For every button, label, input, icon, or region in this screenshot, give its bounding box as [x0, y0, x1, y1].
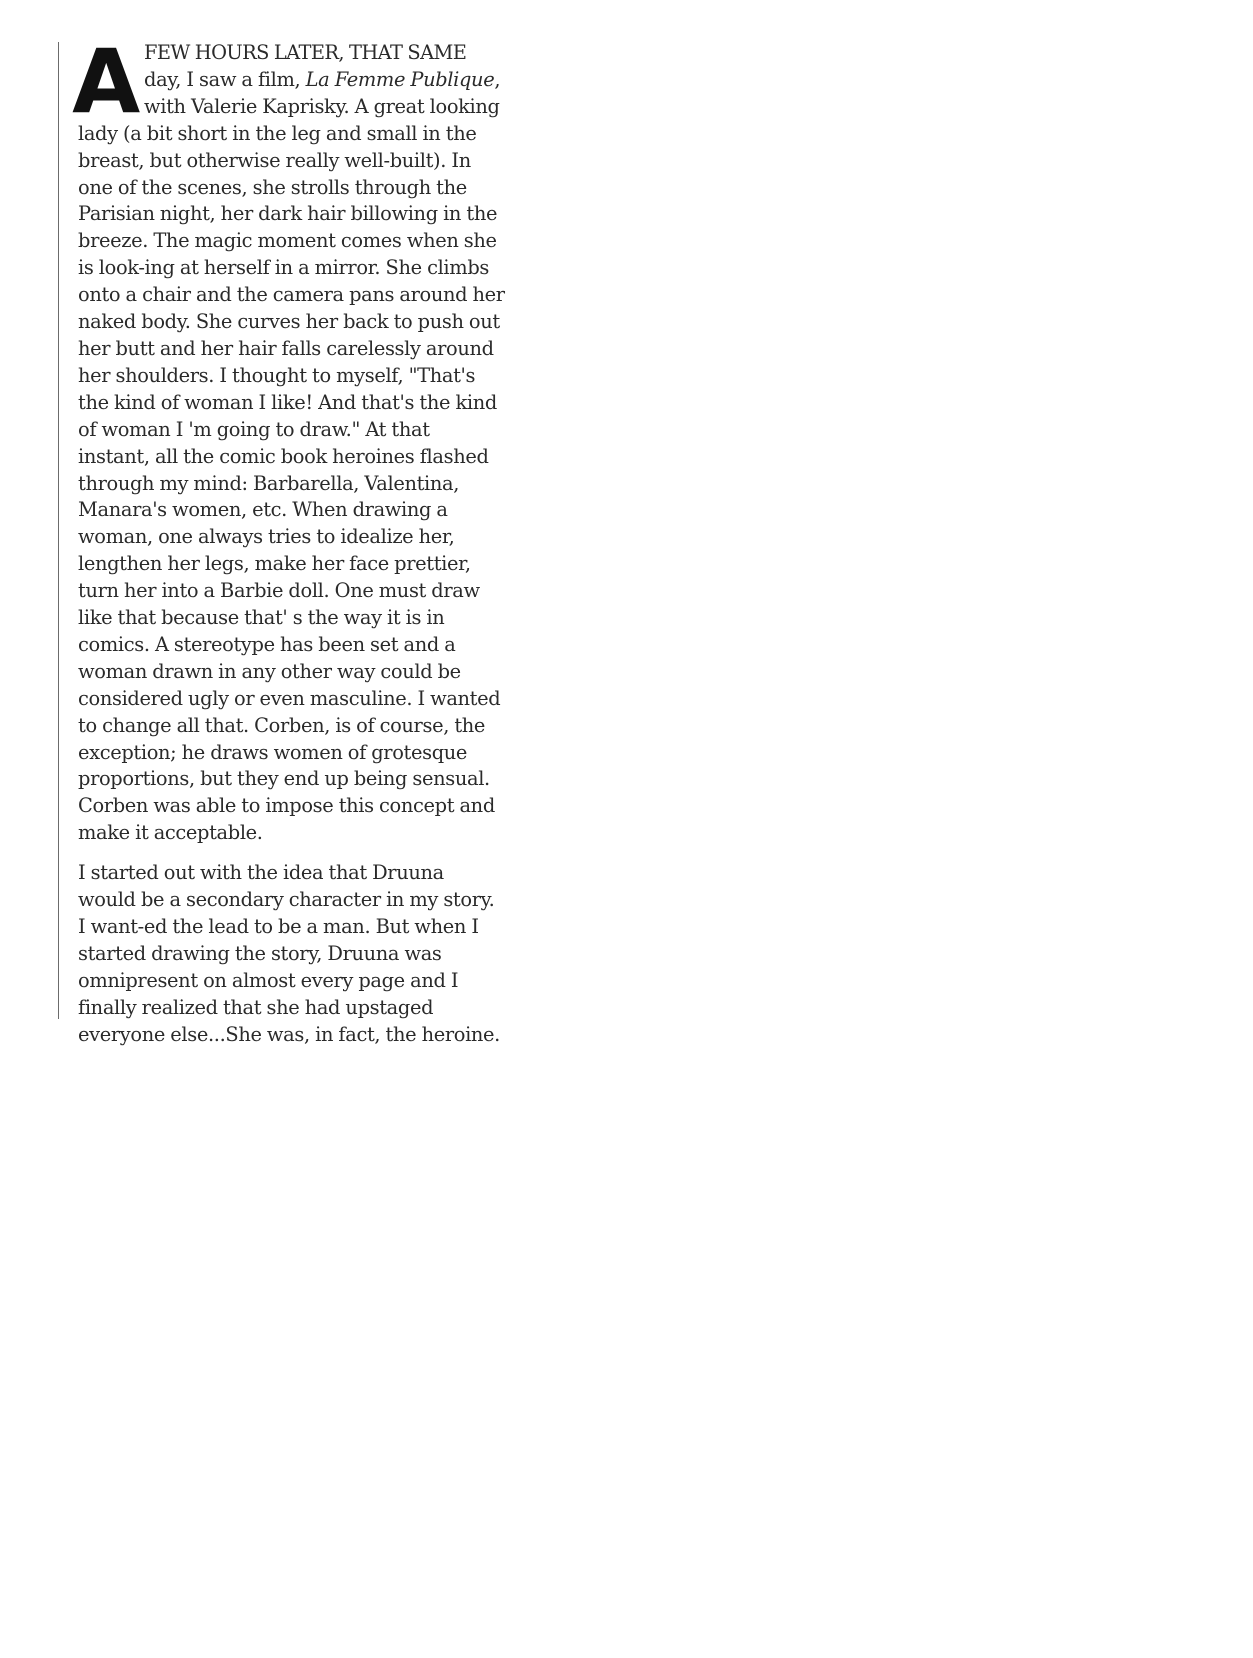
paragraph-2: I started out with the idea that Druuna would be a secondary character in my story. I want-ed the lead to be a man. But when I started drawing the story, Druuna was omnipresent on almost every page and I finally realized that she had upstaged everyone else...She was, in fact, the heroine. — [78, 861, 500, 1046]
p1-before-title: day, I saw a film, — [144, 67, 306, 91]
paragraph-1 — [72, 30, 506, 847]
drop-cap — [72, 30, 140, 133]
p1-after-title: , with Valerie Kaprisky. A great looking lady (a bit short in the leg and small in the breast, but otherwise really well-built). In one of the scenes, she strolls through the Parisian night, her dark hair billowing in the breeze. The magic moment comes when she is look-ing at herself in a mirror. She climbs onto a chair and the camera pans around her naked body. She curves her back to push out her butt and her hair falls carelessly around her shoulders. I thought to myself, "That's the kind of woman I like! And that's the kind of woman I 'm going to draw." At that instant, all the comic book heroines flashed through my mind: Barbarella, Valentina, Manara's women, etc. When drawing a woman, one always tries to idealize her, lengthen her legs, make her face prettier, turn her into a Barbie doll. One must draw like that because that' s the way it is in comics. A stereotype has been set and a woman drawn in any other way could be considered ugly or even masculine. I wanted to change all that. Corben, is of course, the exception; he draws women of grotesque proportions, but they end up being sensual. Corben was able to impose this concept and make it acceptable. — [78, 67, 505, 845]
lead-in: FEW HOURS LATER, THAT SAME — [144, 41, 467, 64]
margin-rule — [58, 42, 59, 1019]
article-column — [72, 30, 506, 1049]
drop-cap-letter: A — [72, 30, 140, 133]
drop-cap-glyph — [72, 30, 140, 133]
film-title: La Femme Publique — [305, 67, 495, 91]
